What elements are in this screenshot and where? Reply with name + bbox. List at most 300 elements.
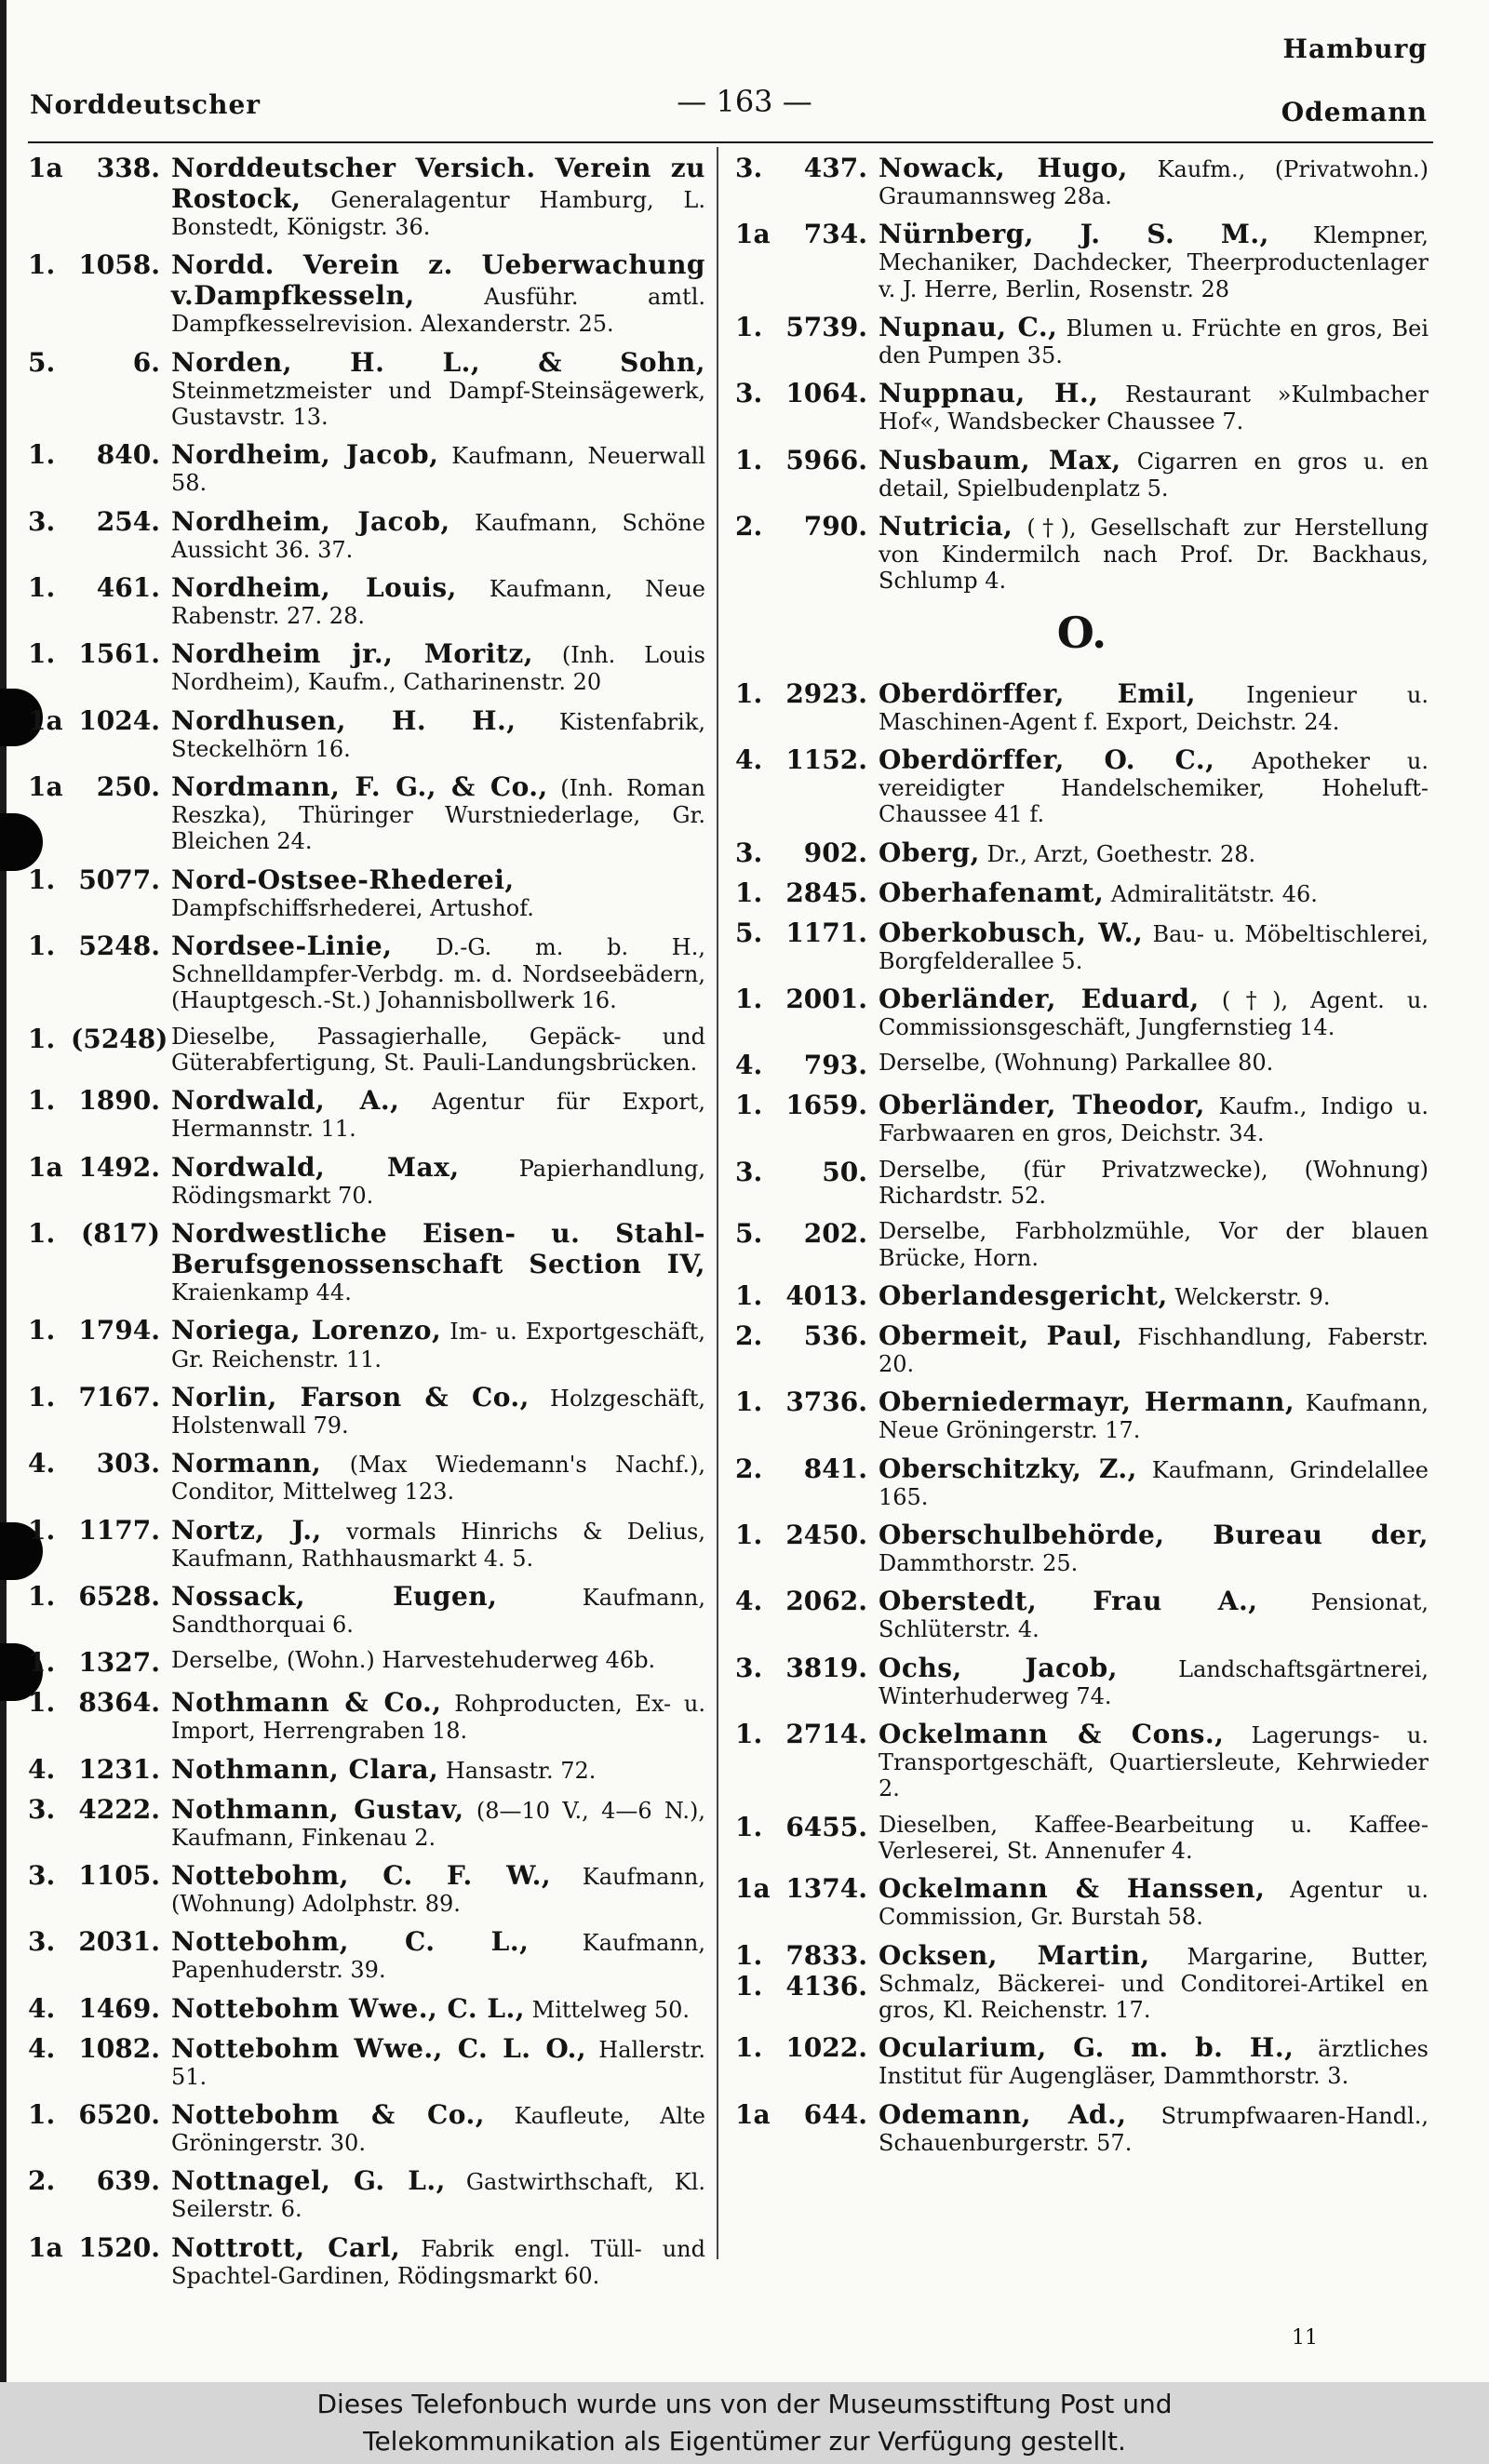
subscriber-name: Oberniedermayr, Hermann,	[879, 1386, 1295, 1418]
tariff-class: 1a	[28, 771, 63, 803]
subscriber-name: Ochs, Jacob,	[879, 1652, 1118, 1683]
directory-entry	[735, 153, 1429, 209]
tariff-class: 3.	[28, 1859, 56, 1891]
subscriber-name: Nordheim, Jacob,	[171, 505, 450, 537]
subscriber-details: Dammthorstr. 25.	[879, 1550, 1079, 1577]
phone-number: 1177.	[78, 1514, 160, 1546]
subscriber-details: Welckerstr. 9.	[1167, 1284, 1331, 1311]
directory-entry	[28, 1085, 705, 1142]
subscriber-name: Nordheim jr., Moritz,	[171, 638, 533, 670]
tariff-class: 3.	[735, 378, 763, 409]
entry-text	[879, 744, 1429, 828]
entry-text	[171, 249, 705, 337]
tariff-class: 1.	[28, 1514, 56, 1546]
directory-entry	[28, 705, 705, 762]
directory-entry	[735, 1873, 1429, 1930]
directory-entry	[735, 445, 1429, 502]
phone-number: 3736.	[785, 1386, 867, 1418]
footer-line-2: Telekommunikation als Eigentümer zur Verfügung gestellt.	[363, 2426, 1126, 2457]
subscriber-details: Kaufmann, Neue Rabenstr. 27. 28.	[171, 576, 705, 630]
subscriber-details: Kaufmann, Neue Gröningerstr. 17.	[879, 1390, 1429, 1444]
subscriber-details: Landschaftsgärtnerei, Winterhuderweg 74.	[879, 1655, 1429, 1709]
subscriber-name: Oberschitzky, Z.,	[879, 1453, 1137, 1484]
phone-number: (817)	[81, 1218, 160, 1250]
subscriber-name: Nordd. Verein z. Ueberwachung v.Dampfkesseln,	[171, 249, 705, 312]
entry-text	[171, 439, 705, 496]
header-city: Hamburg	[1282, 33, 1428, 64]
entry-text	[879, 312, 1429, 368]
subscriber-name: Ocksen, Martin,	[879, 1939, 1150, 1971]
tariff-class: 5.	[735, 917, 763, 948]
subscriber-name: Nordhusen, H. H.,	[171, 704, 516, 736]
directory-entry	[735, 378, 1429, 435]
tariff-class: 1a	[735, 219, 771, 250]
entry-text	[171, 1382, 705, 1439]
directory-entry	[28, 347, 705, 431]
phone-number: 790.	[803, 511, 867, 542]
phone-number: 202.	[803, 1218, 867, 1250]
tariff-class: 1.	[28, 864, 56, 895]
subscriber-details: Dr., Arzt, Goethestr. 28.	[979, 840, 1256, 867]
subscriber-details: Kaufmann, Sandthorquai 6.	[171, 1584, 705, 1638]
phone-number: 338.	[96, 153, 160, 183]
phone-number: 1469.	[78, 1992, 160, 2024]
tariff-class: 4.	[735, 1050, 763, 1081]
phone-number: 793.	[803, 1050, 867, 1081]
directory-entry	[735, 1719, 1429, 1802]
phone-number: 1064.	[785, 378, 867, 409]
tariff-class: 1.	[28, 638, 56, 670]
subscriber-details: Apotheker u. vereidigter Handelschemiker, Hoheluft-Chaussee 41 f.	[879, 748, 1429, 828]
directory-entry	[28, 572, 705, 629]
tariff-class: 4.	[735, 744, 763, 776]
phone-number: 1492.	[78, 1151, 160, 1183]
subscriber-details: Steinmetzmeister und Dampf-Steinsägewerk, Gustavstr. 13.	[171, 377, 705, 431]
phone-number: 841.	[803, 1453, 867, 1484]
subscriber-details: Lagerungs- u. Transportgeschäft, Quartiersleute, Kehrwieder 2.	[879, 1722, 1429, 1802]
directory-entry	[28, 931, 705, 1014]
directory-entry	[28, 153, 705, 240]
entry-text	[879, 1719, 1429, 1802]
subscriber-name: Ocularium, G. m. b. H.,	[879, 2032, 1294, 2064]
entry-text	[879, 378, 1429, 435]
phone-number: 4136.	[785, 1970, 867, 2002]
tariff-class: 5.	[735, 1218, 763, 1250]
subscriber-details: Derselbe, (für Privatzwecke), (Wohnung) Richardstr. 52.	[879, 1156, 1429, 1210]
phone-number: 734.	[803, 219, 867, 250]
tariff-class: 1.	[28, 1085, 56, 1117]
subscriber-details: Kaufmann, Neuerwall 58.	[171, 443, 705, 497]
entry-text	[171, 1993, 705, 2024]
entry-text	[879, 1050, 1429, 1076]
phone-number: 4222.	[78, 1793, 160, 1825]
entry-text	[879, 917, 1429, 974]
directory-entry	[735, 1320, 1429, 1377]
tariff-class: 1.	[735, 1386, 763, 1418]
subscriber-details: (†), Agent. u. Commissionsgeschäft, Jungfernstieg 14.	[879, 987, 1429, 1041]
directory-entry	[28, 1218, 705, 1306]
entry-text	[171, 705, 705, 762]
phone-number: 1171.	[785, 917, 867, 948]
phone-number: 6520.	[78, 2098, 160, 2130]
entry-text	[879, 511, 1429, 595]
entry-text	[171, 2232, 705, 2289]
subscriber-name: Nordwald, A.,	[171, 1085, 400, 1117]
directory-entry	[28, 1647, 705, 1678]
subscriber-name: Nottebohm, C. F. W.,	[171, 1859, 552, 1891]
tariff-class: 1a	[28, 704, 63, 736]
entry-text	[171, 864, 705, 921]
subscriber-name: Oberdörffer, Emil,	[879, 677, 1197, 709]
tariff-class: 1.	[735, 877, 763, 908]
subscriber-name: Norlin, Farson & Co.,	[171, 1381, 530, 1413]
entry-text	[171, 1448, 705, 1505]
subscriber-details: Hansastr. 72.	[438, 1757, 597, 1784]
tariff-class: 1.	[735, 984, 763, 1015]
phone-number: 1520.	[78, 2231, 160, 2263]
tariff-class: 4.	[28, 1753, 56, 1785]
directory-entry	[28, 1382, 705, 1439]
phone-number	[778, 1940, 879, 2002]
directory-entry	[735, 1050, 1429, 1080]
directory-entry	[735, 1940, 1429, 2024]
subscriber-name: Oberlandesgericht,	[879, 1280, 1168, 1312]
entry-text	[879, 1090, 1429, 1146]
subscriber-details: Rohproducten, Ex- u. Import, Herrengraben 18.	[171, 1691, 705, 1745]
directory-entry	[28, 1993, 705, 2024]
tariff-class: 1a	[28, 153, 63, 183]
subscriber-name: Normann,	[171, 1448, 322, 1480]
phone-number: 6455.	[785, 1811, 867, 1842]
entry-text	[171, 1687, 705, 1744]
entry-text	[879, 1157, 1429, 1210]
directory-entry	[28, 1687, 705, 1744]
phone-number: 250.	[96, 771, 160, 803]
subscriber-name: Nothmann, Clara,	[171, 1753, 439, 1785]
tariff-class: 1a	[735, 2098, 771, 2130]
header-right-keyword: Odemann	[1281, 97, 1428, 127]
subscriber-name: Nottnagel, G. L.,	[171, 2165, 446, 2197]
entry-text	[879, 877, 1429, 908]
phone-number: (5248)	[71, 1023, 168, 1054]
subscriber-name: Nordmann, F. G., & Co.,	[171, 771, 548, 803]
phone-number: 1794.	[78, 1315, 160, 1346]
subscriber-details: Papierhandlung, Rödingsmarkt 70.	[171, 1155, 705, 1209]
subscriber-details: (8—10 V., 4—6 N.), Kaufmann, Finkenau 2.	[171, 1797, 705, 1851]
phone-number: 902.	[803, 837, 867, 868]
phone-number: 7167.	[78, 1381, 160, 1413]
phone-number: 1890.	[78, 1085, 160, 1117]
subscriber-name: Nortz, J.,	[171, 1514, 322, 1546]
directory-entry	[735, 678, 1429, 735]
subscriber-name: Oberländer, Eduard,	[879, 984, 1200, 1015]
tariff-class: 1.	[735, 444, 763, 475]
tariff-class: 1.	[28, 1381, 56, 1413]
tariff-class: 1.	[28, 1580, 56, 1612]
phone-number: 536.	[803, 1320, 867, 1352]
tariff-class: 3.	[735, 1652, 763, 1683]
entry-text	[171, 1754, 705, 1785]
entry-text	[171, 153, 705, 240]
tariff-class: 1.	[28, 2098, 56, 2130]
tariff-class: 5.	[28, 346, 56, 378]
directory-entry	[735, 2099, 1429, 2156]
footer-line-1: Dieses Telefonbuch wurde uns von der Museumsstiftung Post und	[316, 2389, 1173, 2419]
subscriber-details: Derselbe, (Wohnung) Parkallee 80.	[879, 1050, 1274, 1077]
directory-entry	[28, 249, 705, 337]
entry-text	[171, 1515, 705, 1572]
tariff-class: 1.	[735, 1939, 763, 1971]
subscriber-name: Nordwald, Max,	[171, 1151, 460, 1183]
header-rule	[28, 141, 1433, 143]
binding-edge	[0, 0, 7, 2382]
subscriber-details: Dieselben, Kaffee-Bearbeitung u. Kaffee-Verleserei, St. Annenufer 4.	[879, 1811, 1429, 1865]
entry-text	[171, 1152, 705, 1209]
phone-number: 6.	[132, 346, 160, 378]
directory-entry	[28, 439, 705, 496]
directory-entry	[28, 1754, 705, 1785]
tariff-class: 3.	[735, 153, 763, 183]
directory-entry	[28, 638, 705, 695]
tariff-class: 1.	[28, 572, 56, 604]
directory-entry	[28, 2232, 705, 2289]
phone-number: 254.	[96, 505, 160, 537]
tariff-class: 1.	[28, 1647, 56, 1679]
phone-number: 1327.	[78, 1647, 160, 1679]
subscriber-name: Nowack, Hugo,	[879, 153, 1128, 183]
directory-entry	[735, 1453, 1429, 1510]
tariff-class: 2.	[735, 1320, 763, 1352]
phone-number: 5966.	[785, 444, 867, 475]
subscriber-name: Oberländer, Theodor,	[879, 1090, 1205, 1121]
directory-entry	[735, 877, 1429, 908]
entry-text	[879, 2032, 1429, 2089]
right-column	[735, 153, 1429, 2165]
subscriber-name: Nossack, Eugen,	[171, 1580, 498, 1612]
subscriber-details: Blumen u. Früchte en gros, Bei den Pumpen 35.	[879, 315, 1429, 369]
phone-number: 7833.	[785, 1939, 867, 1971]
subscriber-details: Kaufleute, Alte Gröningerstr. 30.	[171, 2102, 705, 2156]
tariff-class: 1.	[735, 1520, 763, 1551]
entry-text	[171, 1581, 705, 1638]
subscriber-name: Nuppnau, H.,	[879, 378, 1099, 409]
phone-number: 2062.	[785, 1586, 867, 1617]
subscriber-details: Admiralitätstr. 46.	[1104, 880, 1318, 907]
subscriber-details: Pensionat, Schlüterstr. 4.	[879, 1589, 1429, 1643]
tariff-class: 1.	[735, 1970, 763, 2002]
phone-number: 2001.	[785, 984, 867, 1015]
subscriber-name: Nothmann, Gustav,	[171, 1793, 464, 1825]
tariff-class: 4.	[28, 1448, 56, 1480]
phone-number: 437.	[803, 153, 867, 183]
subscriber-details: Derselbe, (Wohn.) Harvestehuderweg 46b.	[171, 1647, 656, 1674]
directory-entry	[28, 1926, 705, 1983]
entry-text	[171, 931, 705, 1014]
subscriber-name: Oberg,	[879, 837, 980, 868]
subscriber-name: Oberkobusch, W.,	[879, 917, 1144, 948]
entry-text	[171, 2033, 705, 2090]
phone-number: 2031.	[78, 1926, 160, 1958]
phone-number: 2923.	[785, 677, 867, 709]
phone-number: 1659.	[785, 1090, 867, 1121]
phone-number: 1024.	[78, 704, 160, 736]
header-page-number: — 163 —	[677, 84, 812, 119]
entry-text	[879, 984, 1429, 1040]
entry-text	[879, 1218, 1429, 1271]
subscriber-details: Holzgeschäft, Holstenwall 79.	[171, 1385, 705, 1439]
right-column-bottom	[735, 678, 1429, 2156]
directory-entry	[735, 1218, 1429, 1271]
tariff-class: 1.	[28, 1315, 56, 1346]
directory-entry	[735, 837, 1429, 868]
subscriber-details: Ingenieur u. Maschinen-Agent f. Export, Deichstr. 24.	[879, 681, 1429, 735]
phone-number: 1058.	[78, 249, 160, 281]
phone-number: 644.	[803, 2098, 867, 2130]
entry-text	[171, 638, 705, 695]
entry-text	[879, 1280, 1429, 1311]
directory-entry	[28, 1448, 705, 1505]
tariff-class: 3.	[28, 1926, 56, 1958]
phone-number: 1022.	[785, 2032, 867, 2064]
tariff-class: 1a	[28, 1151, 63, 1183]
phone-number: 6528.	[78, 1580, 160, 1612]
subscriber-details: Generalagentur Hamburg, L. Bonstedt, Königstr. 36.	[171, 187, 705, 241]
phone-number: 1152.	[785, 744, 867, 776]
tariff-class: 1.	[735, 2032, 763, 2064]
entry-text	[171, 1085, 705, 1142]
phone-number: 5248.	[78, 931, 160, 962]
directory-entry	[28, 1581, 705, 1638]
tariff-class: 2.	[28, 2165, 56, 2197]
entry-text	[171, 2099, 705, 2156]
subscriber-name: Oberhafenamt,	[879, 877, 1105, 908]
entry-text	[879, 1320, 1429, 1377]
subscriber-details: Fischhandlung, Faberstr. 20.	[879, 1324, 1429, 1378]
directory-entry	[28, 2099, 705, 2156]
subscriber-name: Nutricia,	[879, 511, 1013, 542]
directory-entry	[735, 1090, 1429, 1146]
subscriber-details: Kistenfabrik, Steckelhörn 16.	[171, 708, 705, 762]
subscriber-details: Cigarren en gros u. en detail, Spielbudenplatz 5.	[879, 448, 1429, 502]
tariff-class: 1.	[735, 312, 763, 342]
tariff-class: 1.	[28, 1687, 56, 1719]
subscriber-details: Kaufmann, Grindelallee 165.	[879, 1456, 1429, 1510]
phone-number: 1231.	[78, 1753, 160, 1785]
left-column	[28, 153, 705, 2298]
subscriber-details: Kaufmann, (Wohnung) Adolphstr. 89.	[171, 1863, 705, 1917]
phone-number: 8364.	[78, 1687, 160, 1719]
subscriber-details: ärztliches Institut für Augengläser, Dammthorstr. 3.	[879, 2036, 1429, 2090]
entry-text	[879, 1653, 1429, 1709]
tariff-class: 3.	[735, 837, 763, 868]
directory-entry	[735, 984, 1429, 1040]
tariff-class: 3.	[735, 1156, 763, 1187]
directory-entry	[28, 1794, 705, 1851]
subscriber-name: Nottrott, Carl,	[171, 2231, 401, 2263]
directory-entry	[735, 1653, 1429, 1709]
directory-entry	[28, 1024, 705, 1077]
subscriber-details: Kaufmann, Schöne Aussicht 36. 37.	[171, 509, 705, 563]
subscriber-details: Dampfschiffsrhederei, Artushof.	[171, 894, 534, 921]
entry-text	[879, 1873, 1429, 1930]
tariff-class: 1.	[28, 931, 56, 962]
subscriber-name: Obermeit, Paul,	[879, 1320, 1123, 1352]
entry-text	[879, 1453, 1429, 1510]
subscriber-details: Strumpfwaaren-Handl., Schauenburgerstr. 57.	[879, 2102, 1429, 2156]
subscriber-name: Odemann, Ad.,	[879, 2098, 1127, 2130]
directory-entry	[735, 219, 1429, 302]
phone-number: 3819.	[785, 1652, 867, 1683]
tariff-class: 4.	[28, 1992, 56, 2024]
directory-entry	[28, 1315, 705, 1372]
subscriber-details: Kaufm., Indigo u. Farbwaaren en gros, Deichstr. 34.	[879, 1093, 1429, 1147]
tariff-class: 1.	[28, 439, 56, 471]
tariff-class: 1.	[735, 1719, 763, 1750]
subscriber-details: (Inh. Louis Nordheim), Kaufm., Catharinenstr. 20	[171, 642, 705, 696]
tariff-class: 1.	[735, 1280, 763, 1312]
tariff-class: 2.	[735, 511, 763, 542]
subscriber-name: Norden, H. L., & Sohn,	[171, 346, 705, 378]
subscriber-name: Nothmann & Co.,	[171, 1687, 442, 1719]
right-column-top	[735, 153, 1429, 595]
phone-number: 50.	[822, 1156, 867, 1187]
tariff-class: 1.	[735, 1811, 763, 1842]
subscriber-details: Klempner, Mechaniker, Dachdecker, Theerproductenlager v. J. Herre, Berlin, Rosenstr. 28	[879, 222, 1429, 302]
tariff-class: 4.	[28, 2032, 56, 2064]
entry-text	[171, 572, 705, 629]
subscriber-details: Bau- u. Möbeltischlerei, Borgfelderallee 5.	[879, 920, 1429, 974]
entry-text	[171, 1647, 705, 1673]
phone-number: 1082.	[78, 2032, 160, 2064]
directory-entry	[28, 1152, 705, 1209]
entry-text	[879, 1586, 1429, 1642]
subscriber-name: Ockelmann & Hanssen,	[879, 1873, 1266, 1905]
phone-number: 1105.	[78, 1859, 160, 1891]
subscriber-details: vormals Hinrichs & Delius, Kaufmann, Rathhausmarkt 4. 5.	[171, 1518, 706, 1572]
subscriber-name: Nordheim, Jacob,	[171, 439, 439, 471]
tariff-class: 1a	[28, 2231, 63, 2263]
subscriber-name: Nürnberg, J. S. M.,	[879, 219, 1269, 250]
subscriber-details: Dieselbe, Passagierhalle, Gepäck- und Güterabfertigung, St. Pauli-Landungsbrücken.	[171, 1023, 705, 1077]
subscriber-details: Kraienkamp 44.	[171, 1279, 352, 1306]
subscriber-name: Nottebohm Wwe., C. L. O.,	[171, 2032, 587, 2064]
subscriber-name: Nord-Ostsee-Rhederei,	[171, 864, 515, 895]
directory-entry	[735, 1386, 1429, 1443]
directory-entry	[28, 1860, 705, 1917]
phone-number: 4013.	[785, 1280, 867, 1312]
directory-entry	[28, 2165, 705, 2222]
subscriber-details: Derselbe, Farbholzmühle, Vor der blauen Brücke, Horn.	[879, 1218, 1429, 1271]
entry-text	[171, 771, 705, 855]
tariff-class	[735, 1940, 778, 2002]
subscriber-name: Ockelmann & Cons.,	[879, 1719, 1225, 1750]
tariff-class: 1a	[735, 1873, 771, 1905]
entry-text	[879, 678, 1429, 735]
tariff-class: 1.	[28, 1218, 56, 1250]
subscriber-details: Agentur für Export, Hermannstr. 11.	[171, 1089, 705, 1143]
entry-text	[171, 1860, 705, 1917]
subscriber-name: Oberdörffer, O. C.,	[879, 744, 1215, 776]
entry-text	[879, 1812, 1429, 1865]
subscriber-name: Norddeutscher Versich. Verein zu Rostock,	[171, 153, 705, 215]
subscriber-details: Restaurant »Kulmbacher Hof«, Wandsbecker Chaussee 7.	[879, 382, 1429, 435]
subscriber-name: Oberstedt, Frau A.,	[879, 1586, 1258, 1617]
subscriber-name: Nordwestliche Eisen- u. Stahl-Berufsgenossenschaft Section IV,	[171, 1218, 705, 1280]
subscriber-details: (Inh. Roman Reszka), Thüringer Wurstniederlage, Gr. Bleichen 24.	[171, 775, 706, 855]
subscriber-details: (Max Wiedemann's Nachf.), Conditor, Mittelweg 123.	[171, 1452, 705, 1506]
entry-text	[171, 2165, 705, 2222]
tariff-class: 4.	[735, 1586, 763, 1617]
